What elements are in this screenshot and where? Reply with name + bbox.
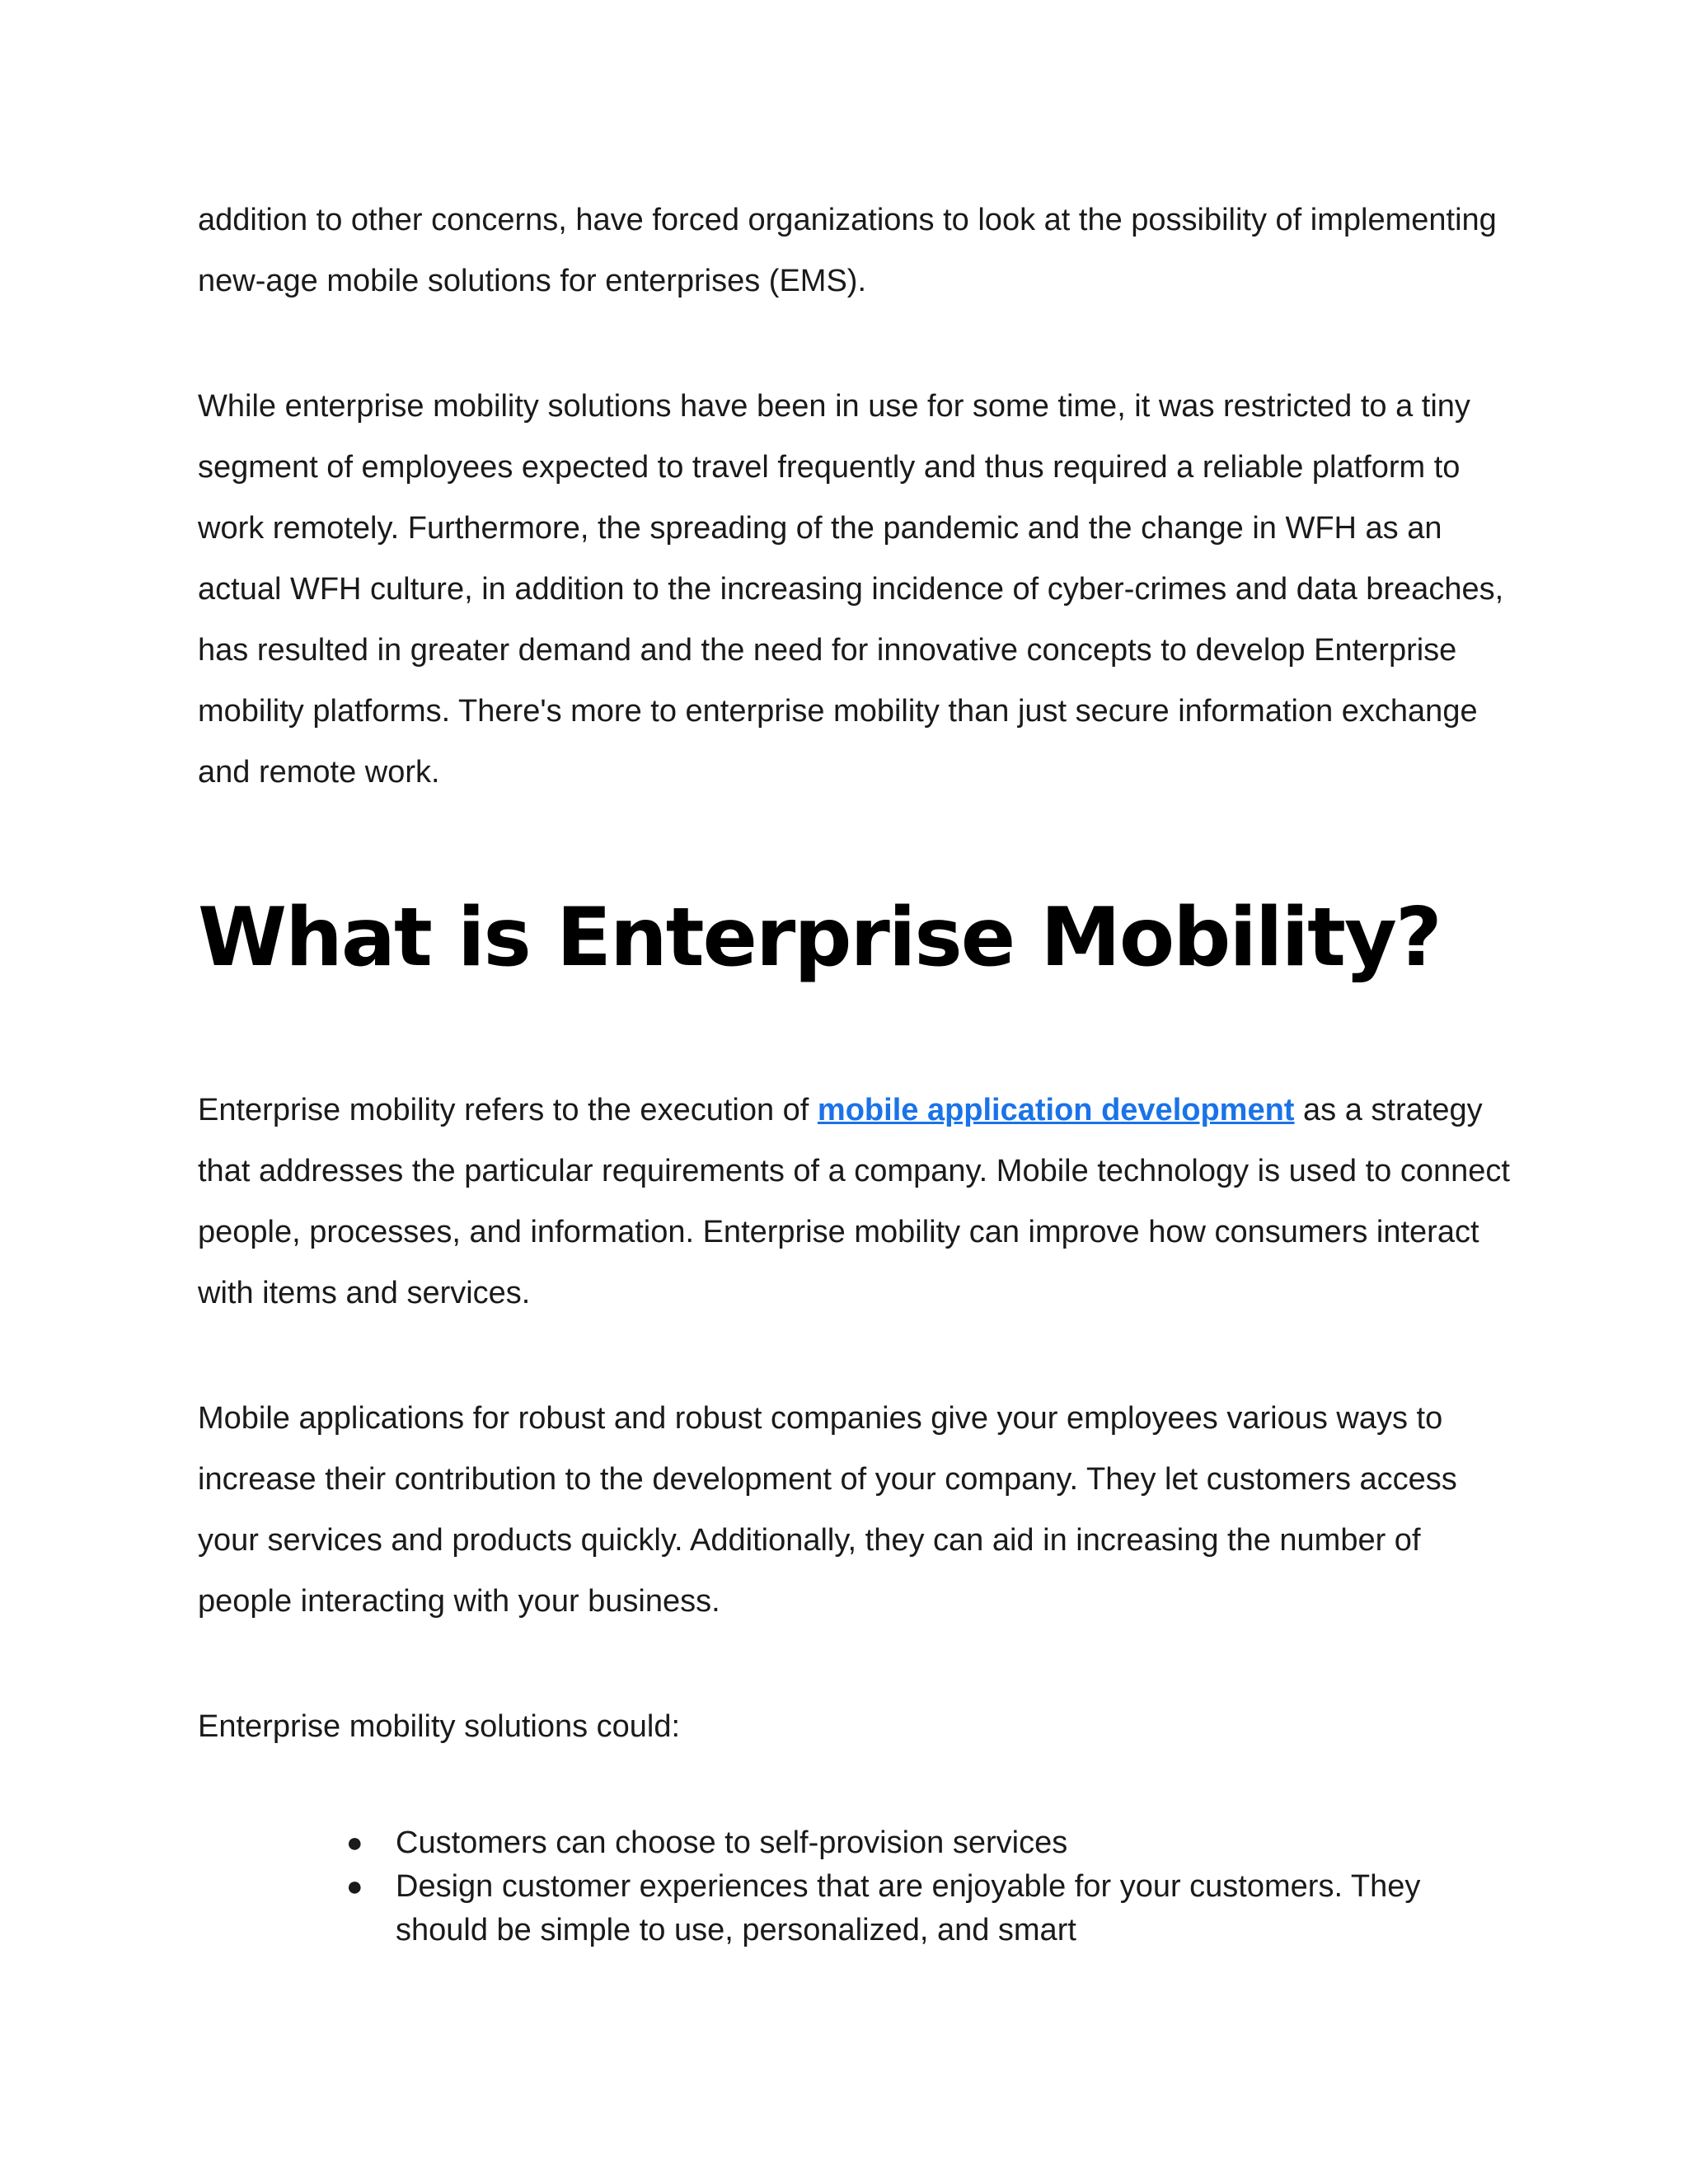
paragraph-solutions-could: Enterprise mobility solutions could:	[198, 1709, 681, 1744]
mobile-app-development-link[interactable]: mobile application development	[817, 1093, 1295, 1127]
paragraph-background: While enterprise mobility solutions have been in use for some time, it was restricted to a tiny segment of employees expected to travel frequently and thus required a reliable platform to work remotely. Furthermore, the spreading of the pandemic and the change in WFH as an actual WFH culture, in addition to the increasing incidence of cyber-crimes and data breaches, has resulted in greater demand and the need for innovative concepts to develop Enterprise mobility platforms. There's more to enterprise mobility than just secure information exchange and remote work.	[198, 389, 1504, 790]
definition-text-after-link: as a strategy that addresses the particular requirements of a company. Mobile technology is used to connect people, processes, and information. Enterprise mobility can improve how consumers interact with items and services.	[198, 1093, 1510, 1310]
bullet-list	[198, 1821, 1517, 1952]
paragraph-definition	[198, 1080, 1517, 1324]
list-item-text: Design customer experiences that are enjoyable for your customers. They should be simple to use, personalized, and smart	[396, 1869, 1421, 1947]
bullet-icon: ●	[346, 1871, 363, 1902]
paragraph-mobile-apps: Mobile applications for robust and robust companies give your employees various ways to increase their contribution to the development of your company. They let customers access your services and products quickly. Additionally, they can aid in increasing the number of people interacting with your business.	[198, 1401, 1457, 1619]
paragraph-intro: addition to other concerns, have forced organizations to look at the possibility of implementing new-age mobile solutions for enterprises (EMS).	[198, 203, 1497, 298]
section-heading: What is Enterprise Mobility?	[198, 891, 1441, 985]
list-item	[346, 1821, 1517, 1865]
list-item	[346, 1865, 1517, 1952]
definition-text-before-link: Enterprise mobility refers to the execution of	[198, 1093, 818, 1127]
bullet-icon: ●	[346, 1827, 363, 1858]
document-body	[198, 190, 1517, 1952]
list-item-text: Customers can choose to self-provision services	[396, 1825, 1068, 1860]
